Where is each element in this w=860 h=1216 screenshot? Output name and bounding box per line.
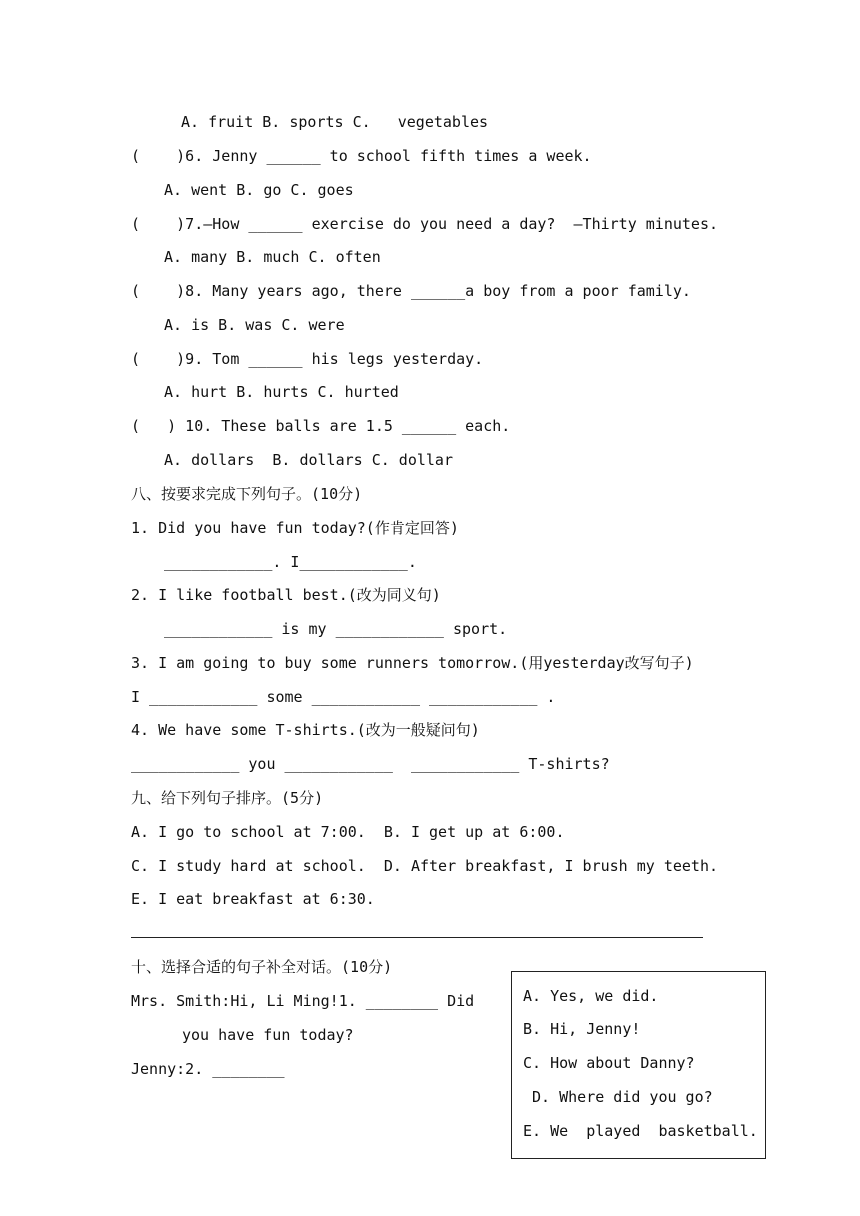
q10-options: A. dollars B. dollars C. dollar — [164, 451, 453, 469]
choice-e: E. We played basketball. — [523, 1122, 758, 1140]
q8-options: A. is B. was C. were — [164, 316, 345, 334]
section8-item2-prompt: 2. I like football best.(改为同义句) — [131, 586, 441, 604]
section10-heading: 十、选择合适的句子补全对话。(10分) — [131, 958, 393, 976]
dialogue-line1: Mrs. Smith:Hi, Li Ming!1. ________ Did — [131, 992, 475, 1010]
dialogue-line2: you have fun today? — [182, 1026, 354, 1044]
q9-options: A. hurt B. hurts C. hurted — [164, 383, 399, 401]
section8-item1-answer: ____________. I____________. — [164, 553, 417, 571]
choice-d: D. Where did you go? — [523, 1088, 713, 1106]
section9-heading: 九、给下列句子排序。(5分) — [131, 789, 324, 807]
section8-heading: 八、按要求完成下列句子。(10分) — [131, 485, 363, 503]
choice-b: B. Hi, Jenny! — [523, 1020, 641, 1038]
section8-item3-prompt: 3. I am going to buy some runners tomorrow.(用yesterday改写句子) — [131, 654, 694, 672]
choice-c: C. How about Danny? — [523, 1054, 695, 1072]
choices-box — [511, 971, 766, 1159]
q8-stem: ( )8. Many years ago, there ______a boy from a poor family. — [131, 282, 691, 300]
q6-stem: ( )6. Jenny ______ to school fifth times a week. — [131, 147, 592, 165]
choice-a: A. Yes, we did. — [523, 987, 659, 1005]
answer-line — [131, 937, 703, 938]
section9-line1: A. I go to school at 7:00. B. I get up at 6:00. — [131, 823, 565, 841]
q9-stem: ( )9. Tom ______ his legs yesterday. — [131, 350, 484, 368]
section8-item4-answer: ____________ you ____________ ____________ T-shirts? — [131, 755, 610, 773]
dialogue-line3: Jenny:2. ________ — [131, 1060, 285, 1078]
section8-item4-prompt: 4. We have some T-shirts.(改为一般疑问句) — [131, 721, 480, 739]
q6-options: A. went B. go C. goes — [164, 181, 354, 199]
q10-stem: ( ) 10. These balls are 1.5 ______ each. — [131, 417, 511, 435]
q7-options: A. many B. much C. often — [164, 248, 381, 266]
section8-item3-answer: I ____________ some ____________ ____________ . — [131, 688, 556, 706]
section8-item1-prompt: 1. Did you have fun today?(作肯定回答) — [131, 519, 459, 537]
section9-line3: E. I eat breakfast at 6:30. — [131, 890, 375, 908]
section8-item2-answer: ____________ is my ____________ sport. — [164, 620, 508, 638]
q7-stem: ( )7.—How ______ exercise do you need a day? —Thirty minutes. — [131, 215, 718, 233]
q5-options: A. fruit B. sports C. vegetables — [181, 113, 489, 131]
section9-line2: C. I study hard at school. D. After breakfast, I brush my teeth. — [131, 857, 718, 875]
